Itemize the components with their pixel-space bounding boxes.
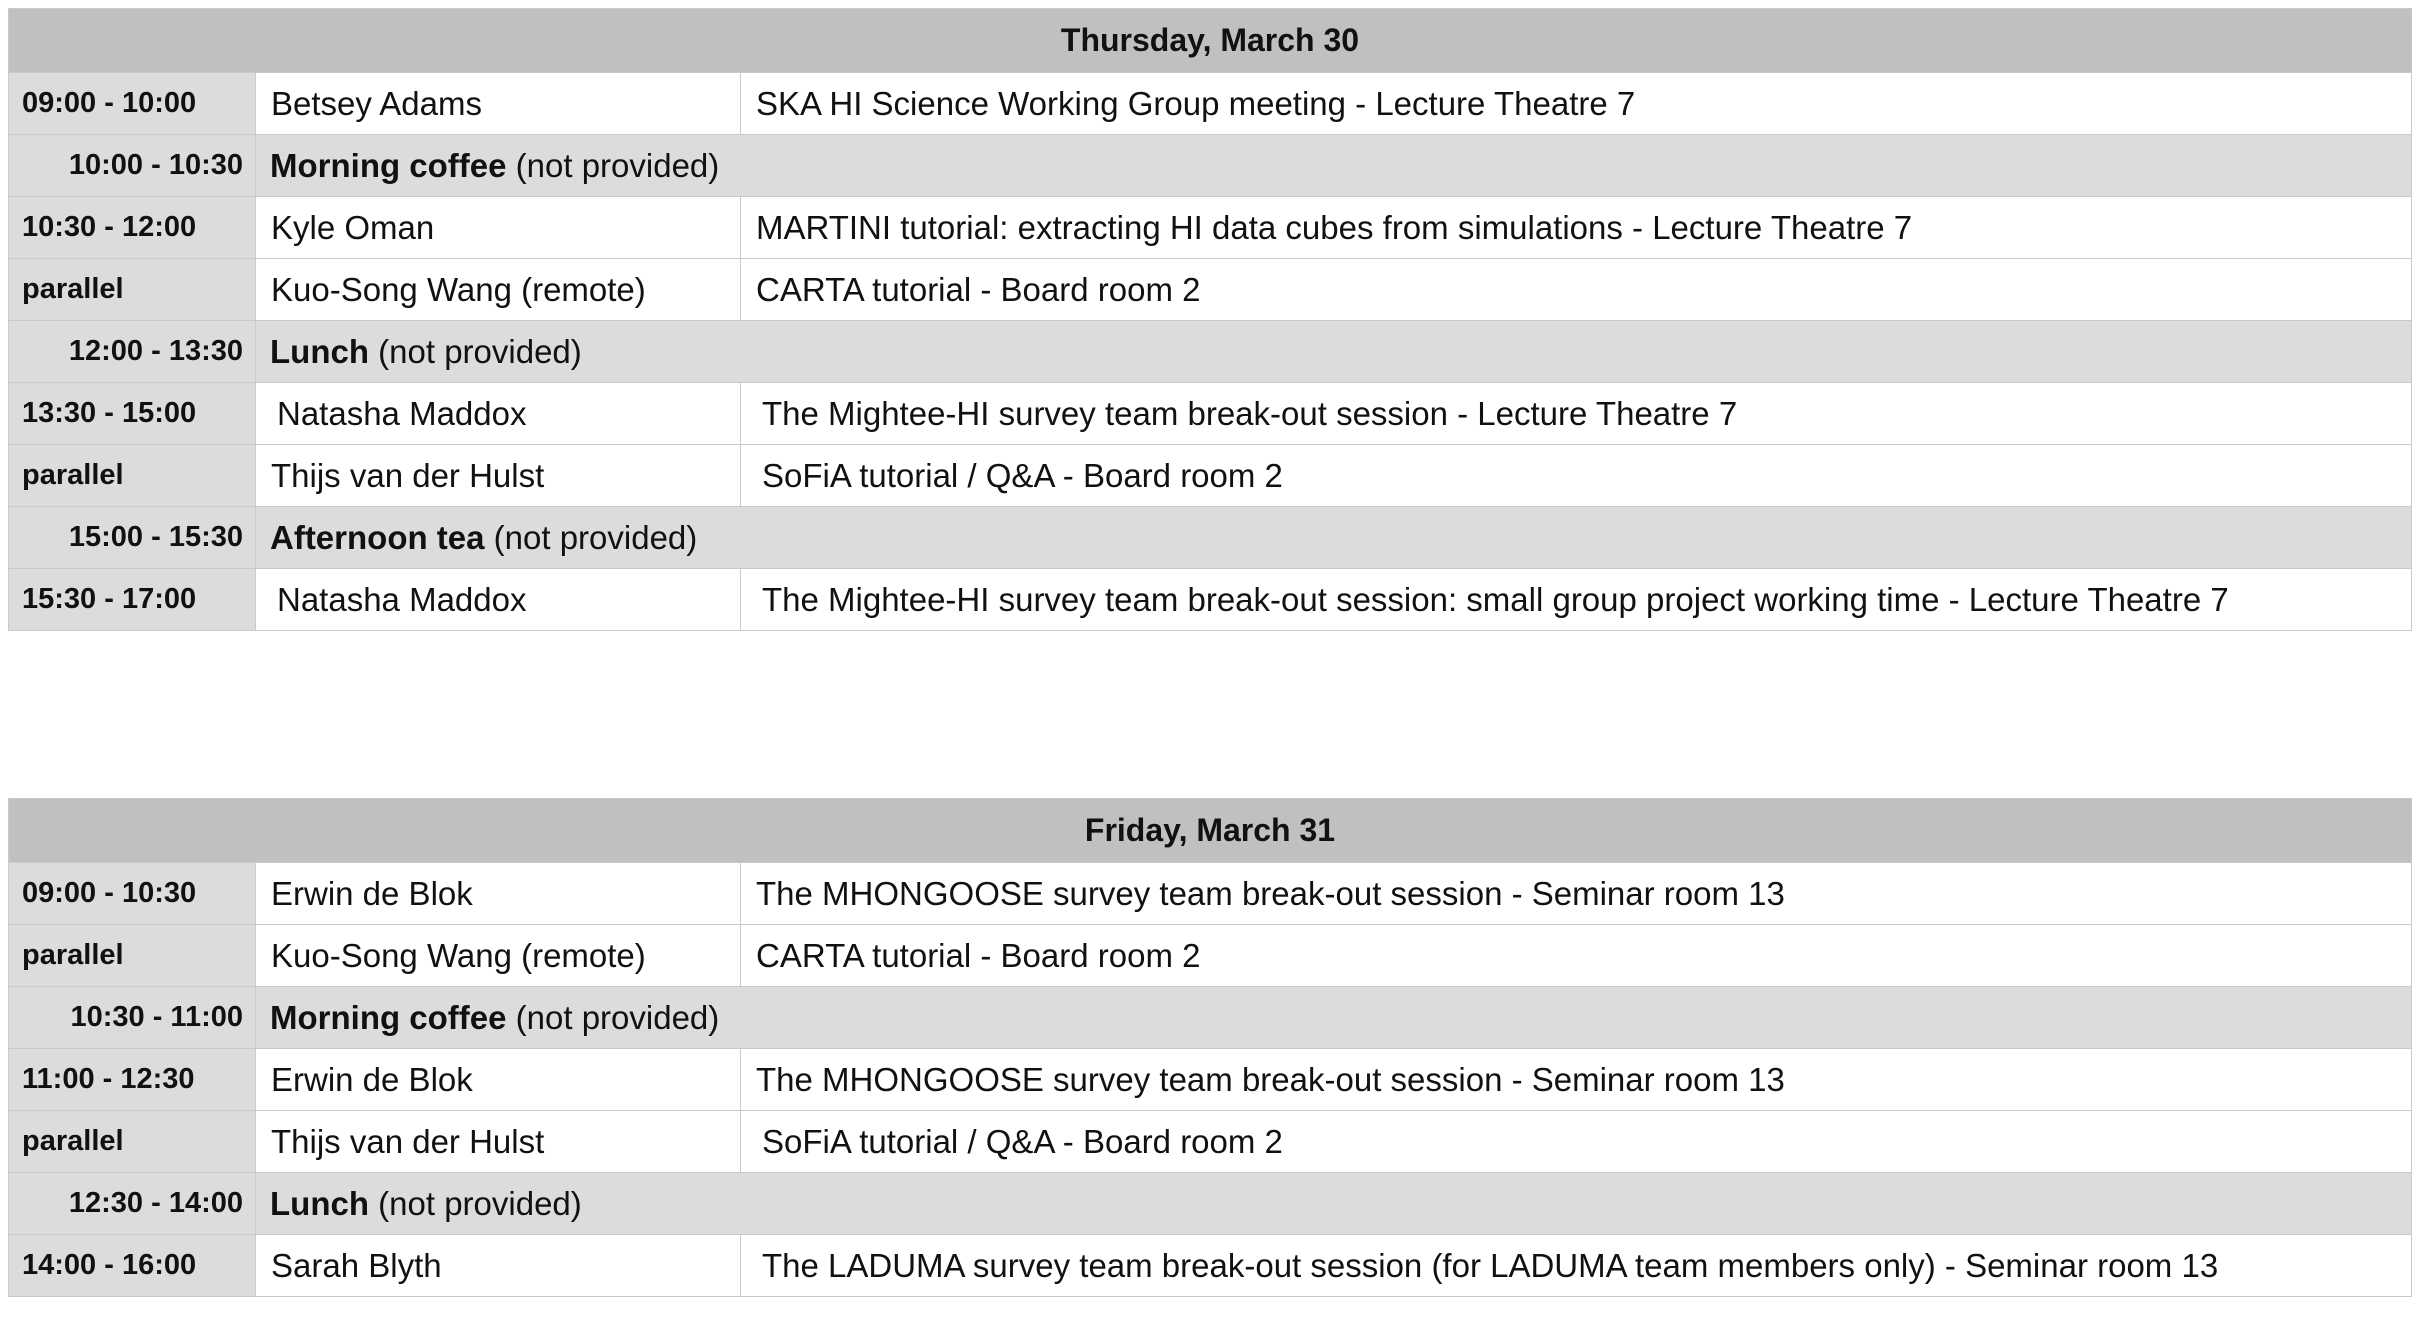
speaker-cell: Natasha Maddox bbox=[256, 383, 741, 445]
day-header-row bbox=[9, 799, 2412, 863]
break-row bbox=[9, 507, 2412, 569]
session-row bbox=[9, 445, 2412, 507]
description-cell: The LADUMA survey team break-out session (for LADUMA team members only) - Seminar room 13 bbox=[741, 1235, 2412, 1297]
time-cell: 15:00 - 15:30 bbox=[9, 507, 256, 569]
description-cell: MARTINI tutorial: extracting HI data cubes from simulations - Lecture Theatre 7 bbox=[741, 197, 2412, 259]
session-row bbox=[9, 569, 2412, 631]
speaker-cell: Kyle Oman bbox=[256, 197, 741, 259]
speaker-cell: Sarah Blyth bbox=[256, 1235, 741, 1297]
session-row bbox=[9, 1049, 2412, 1111]
session-row bbox=[9, 1235, 2412, 1297]
break-label: Morning coffee bbox=[270, 998, 507, 1036]
break-cell bbox=[256, 507, 2412, 569]
time-cell: 15:30 - 17:00 bbox=[9, 569, 256, 631]
session-row bbox=[9, 197, 2412, 259]
break-label: Morning coffee bbox=[270, 146, 507, 184]
time-cell: 09:00 - 10:00 bbox=[9, 73, 256, 135]
break-row bbox=[9, 1173, 2412, 1235]
time-cell: parallel bbox=[9, 445, 256, 507]
description-cell: CARTA tutorial - Board room 2 bbox=[741, 925, 2412, 987]
break-note: (not provided) bbox=[493, 518, 698, 556]
session-row bbox=[9, 259, 2412, 321]
time-cell: 12:00 - 13:30 bbox=[9, 321, 256, 383]
break-cell bbox=[256, 135, 2412, 197]
schedule-table-thursday bbox=[8, 8, 2412, 631]
session-row bbox=[9, 925, 2412, 987]
speaker-cell: Thijs van der Hulst bbox=[256, 1111, 741, 1173]
day-title: Friday, March 31 bbox=[9, 799, 2412, 863]
description-cell: The MHONGOOSE survey team break-out session - Seminar room 13 bbox=[741, 863, 2412, 925]
speaker-cell: Natasha Maddox bbox=[256, 569, 741, 631]
session-row bbox=[9, 1111, 2412, 1173]
schedule-table-friday bbox=[8, 798, 2412, 1297]
time-cell: 10:30 - 12:00 bbox=[9, 197, 256, 259]
time-cell: parallel bbox=[9, 925, 256, 987]
speaker-cell: Thijs van der Hulst bbox=[256, 445, 741, 507]
day-title: Thursday, March 30 bbox=[9, 9, 2412, 73]
session-row bbox=[9, 73, 2412, 135]
day-header-row bbox=[9, 9, 2412, 73]
time-cell: 14:00 - 16:00 bbox=[9, 1235, 256, 1297]
speaker-cell: Kuo-Song Wang (remote) bbox=[256, 259, 741, 321]
break-note: (not provided) bbox=[515, 998, 720, 1036]
time-cell: parallel bbox=[9, 259, 256, 321]
break-row bbox=[9, 135, 2412, 197]
session-row bbox=[9, 383, 2412, 445]
break-cell bbox=[256, 987, 2412, 1049]
speaker-cell: Erwin de Blok bbox=[256, 1049, 741, 1111]
break-label: Lunch bbox=[270, 332, 369, 370]
speaker-cell: Betsey Adams bbox=[256, 73, 741, 135]
description-cell: The Mightee-HI survey team break-out session: small group project working time - Lecture Theatre 7 bbox=[741, 569, 2412, 631]
description-cell: The Mightee-HI survey team break-out session - Lecture Theatre 7 bbox=[741, 383, 2412, 445]
session-row bbox=[9, 863, 2412, 925]
break-row bbox=[9, 987, 2412, 1049]
time-cell: parallel bbox=[9, 1111, 256, 1173]
time-cell: 10:30 - 11:00 bbox=[9, 987, 256, 1049]
description-cell: SoFiA tutorial / Q&A - Board room 2 bbox=[741, 445, 2412, 507]
break-note: (not provided) bbox=[378, 332, 582, 370]
description-cell: CARTA tutorial - Board room 2 bbox=[741, 259, 2412, 321]
time-cell: 13:30 - 15:00 bbox=[9, 383, 256, 445]
break-cell bbox=[256, 1173, 2412, 1235]
description-cell: SoFiA tutorial / Q&A - Board room 2 bbox=[741, 1111, 2412, 1173]
break-label: Afternoon tea bbox=[270, 518, 485, 556]
speaker-cell: Erwin de Blok bbox=[256, 863, 741, 925]
description-cell: SKA HI Science Working Group meeting - Lecture Theatre 7 bbox=[741, 73, 2412, 135]
break-label: Lunch bbox=[270, 1184, 369, 1222]
break-row bbox=[9, 321, 2412, 383]
description-cell: The MHONGOOSE survey team break-out session - Seminar room 13 bbox=[741, 1049, 2412, 1111]
time-cell: 10:00 - 10:30 bbox=[9, 135, 256, 197]
break-cell bbox=[256, 321, 2412, 383]
break-note: (not provided) bbox=[515, 146, 720, 184]
speaker-cell: Kuo-Song Wang (remote) bbox=[256, 925, 741, 987]
time-cell: 09:00 - 10:30 bbox=[9, 863, 256, 925]
time-cell: 11:00 - 12:30 bbox=[9, 1049, 256, 1111]
break-note: (not provided) bbox=[378, 1184, 582, 1222]
time-cell: 12:30 - 14:00 bbox=[9, 1173, 256, 1235]
